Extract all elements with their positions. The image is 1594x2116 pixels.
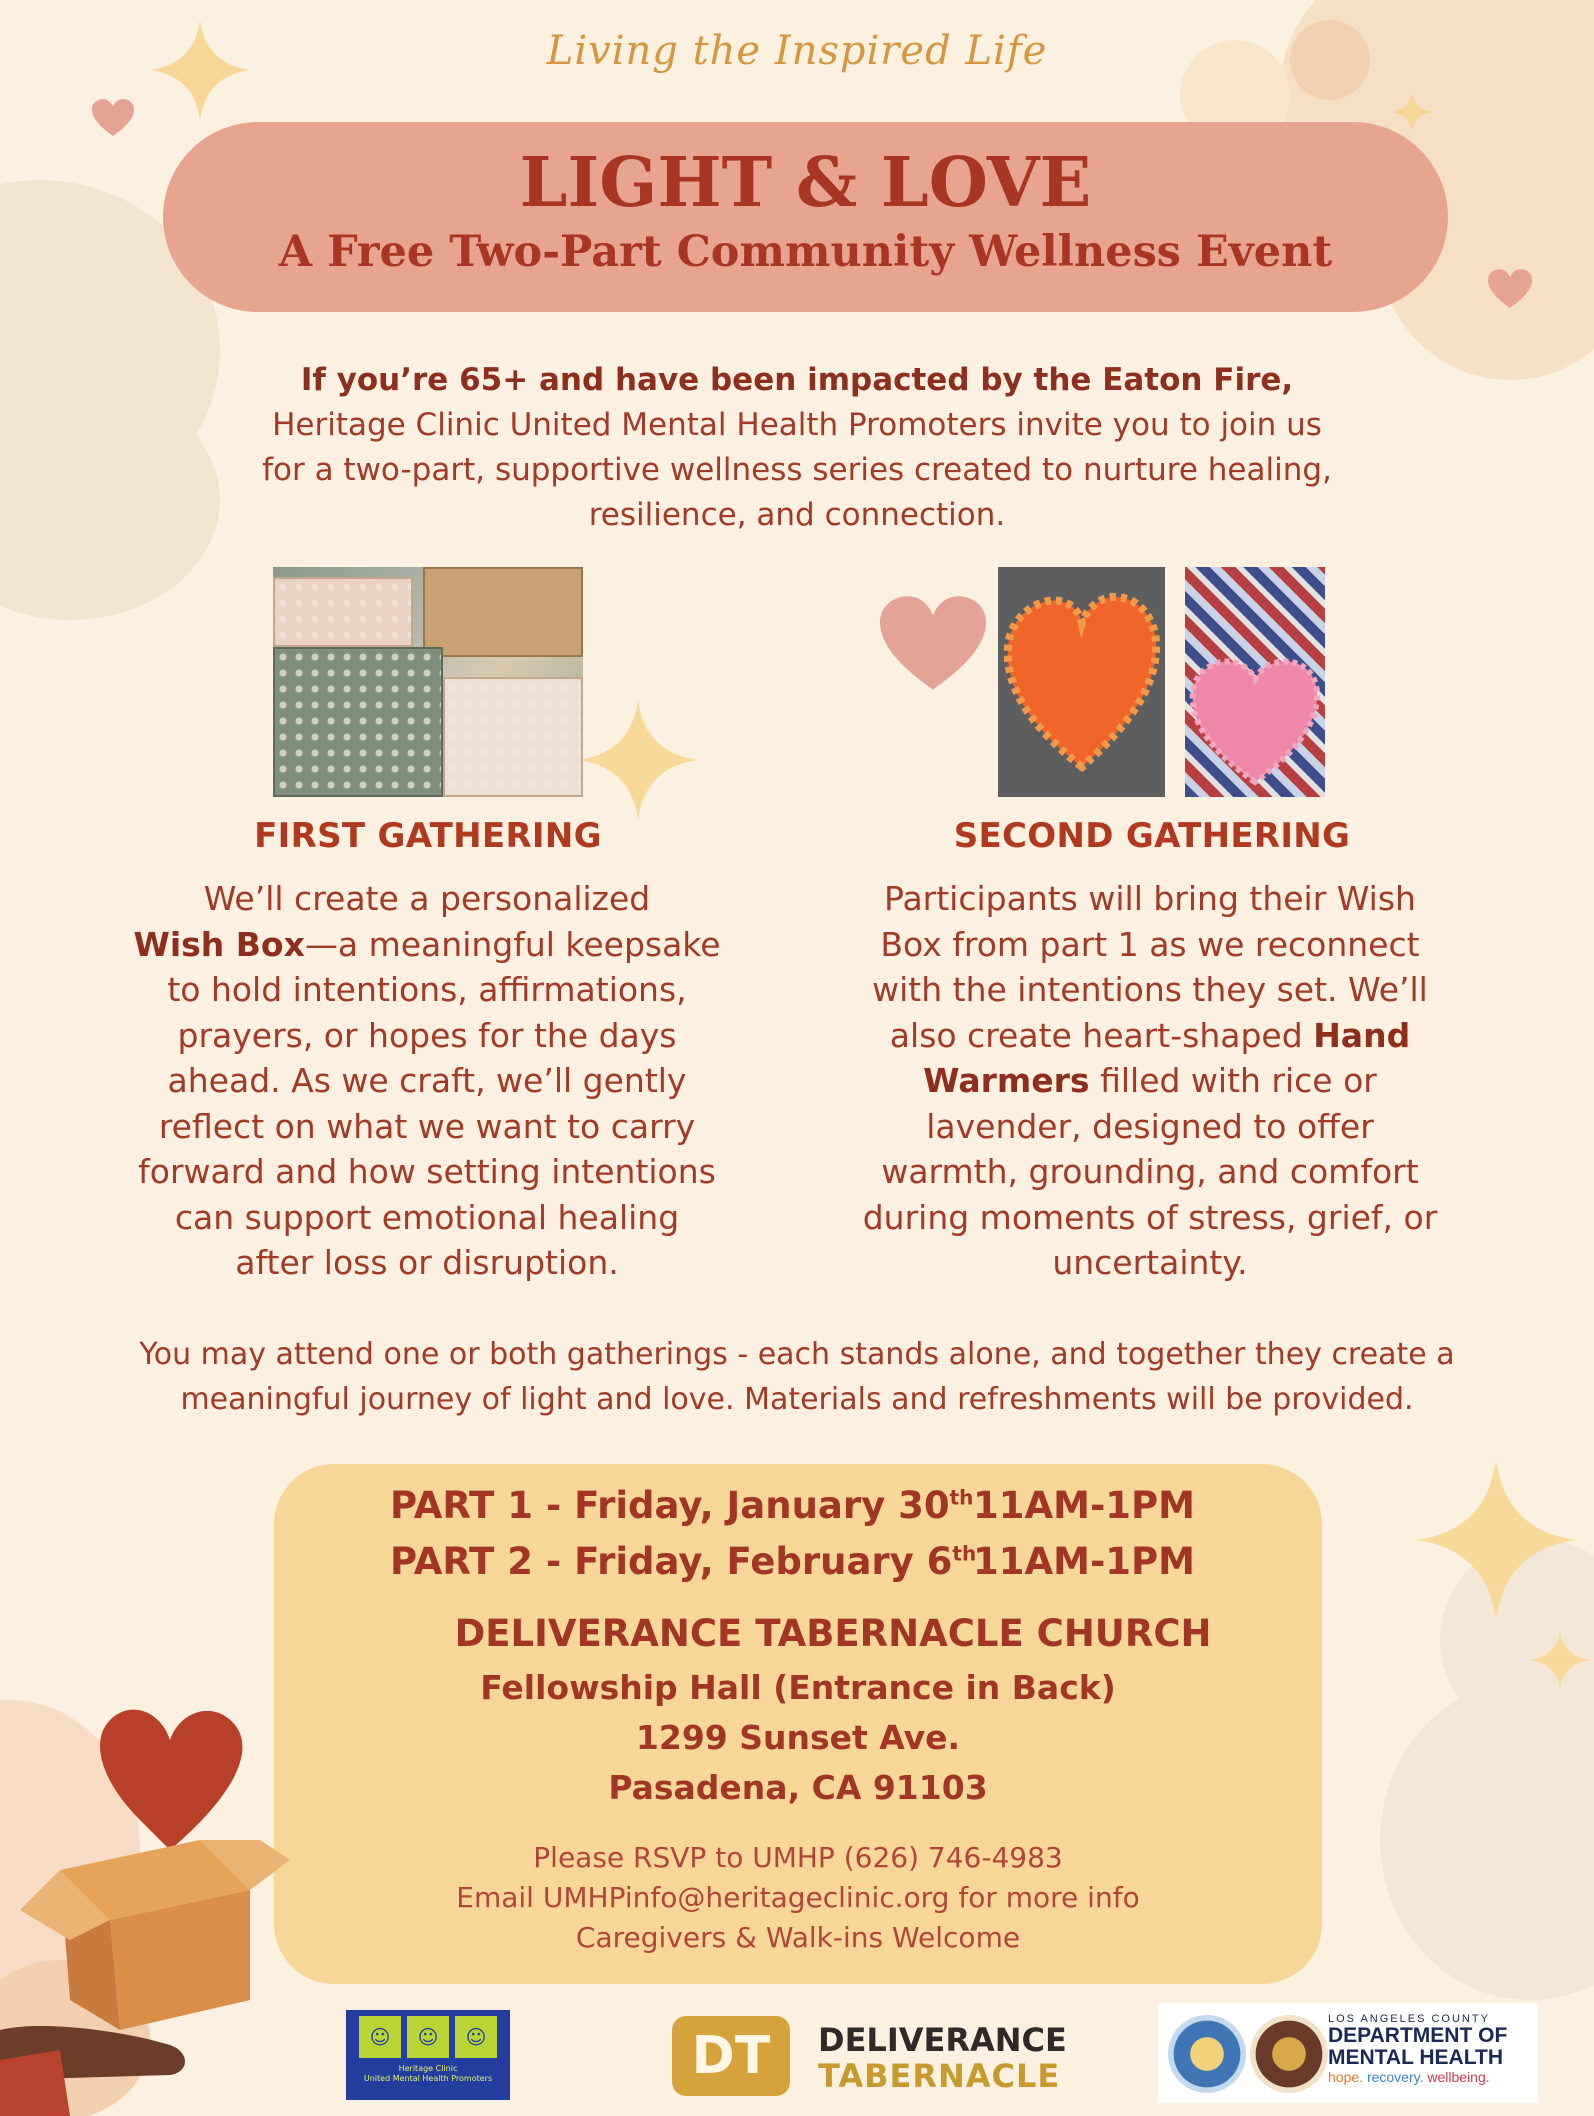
title-banner: [163, 122, 1448, 312]
wish-box-term: Wish Box: [133, 924, 305, 964]
text-line: reflect on what we want to carry: [158, 1106, 696, 1146]
wordmark-line: LOS ANGELES COUNTY: [1328, 2013, 1490, 2025]
first-gathering-description: [102, 876, 752, 1286]
wordmark-line: DELIVERANCE: [818, 2021, 1067, 2059]
sparkle-icon: [1416, 1460, 1576, 1620]
part-1-date: [390, 1484, 973, 1527]
gift-box-illustration: [0, 1700, 300, 2116]
intro-line: Heritage Clinic United Mental Health Promoters invite you to join us: [272, 407, 1322, 443]
tagline-word: hope.: [1328, 2069, 1364, 2085]
dmh-tagline: [1328, 2069, 1507, 2085]
text-span: filled with rice or: [1089, 1061, 1377, 1100]
tagline-word: recovery.: [1366, 2069, 1424, 2085]
text-span: PART 1 - Friday, January 30: [390, 1484, 950, 1527]
part-1-time: 11AM-1PM: [973, 1484, 1195, 1527]
second-gathering-heading: SECOND GATHERING: [953, 816, 1351, 856]
email-line: Email UMHPinfo@heritageclinic.org for more info: [456, 1881, 1140, 1914]
event-subtitle: A Free Two-Part Community Wellness Event: [278, 227, 1333, 277]
tagline: Living the Inspired Life: [546, 28, 1048, 74]
dmh-seal-icon: [1168, 2015, 1246, 2093]
first-gathering-heading: FIRST GATHERING: [254, 816, 602, 856]
sparkle-icon: [1392, 92, 1432, 132]
pink-heart-warmer-photo: [1185, 567, 1325, 797]
hand-warmer-photo: [998, 567, 1165, 797]
text-line: ahead. As we craft, we’ll gently: [167, 1061, 687, 1100]
text-line: to hold intentions, affirmations,: [167, 970, 687, 1009]
intro-line: for a two-part, supportive wellness series created to nurture healing,: [262, 452, 1332, 488]
hand-term: Hand: [1313, 1015, 1411, 1055]
smiley-icon: ☺: [359, 2016, 401, 2058]
dmh-wordmark: [1328, 2013, 1507, 2085]
county-seal-icon: [1250, 2015, 1328, 2093]
wordmark-line: MENTAL HEALTH: [1328, 2046, 1503, 2069]
intro-line: resilience, and connection.: [588, 497, 1006, 533]
la-county-dmh-logo: [1158, 2003, 1538, 2103]
heart-icon: [1488, 268, 1532, 310]
sparkle-icon: [1530, 1630, 1590, 1690]
umhp-name: Heritage Clinic United Mental Health Promoters: [363, 2064, 493, 2083]
wordmark-line: TABERNACLE: [818, 2057, 1061, 2095]
text-line: during moments of stress, grief, or: [862, 1197, 1438, 1237]
ordinal-suffix: th: [952, 1541, 977, 1566]
pink-heart-warmer: [1185, 567, 1325, 797]
warmers-term: Warmers: [923, 1061, 1090, 1100]
smiley-icon: ☺: [407, 2016, 449, 2058]
text-line: We’ll create a personalized: [203, 879, 651, 918]
part-2-date: [390, 1540, 976, 1583]
heart-icon: [92, 98, 134, 138]
wish-box-photo: [273, 567, 583, 797]
intro-paragraph: [130, 358, 1464, 538]
deliverance-tabernacle-logo-mark: DT: [672, 2016, 790, 2096]
ordinal-suffix: th: [949, 1485, 974, 1510]
deliverance-tabernacle-wordmark: [818, 2022, 1067, 2094]
text-line: after loss or disruption.: [235, 1243, 619, 1282]
part-2-time: 11AM-1PM: [973, 1540, 1195, 1583]
heart-icon: [880, 596, 986, 692]
text-line: [102, 922, 752, 968]
text-line: [825, 1058, 1475, 1104]
venue-name: DELIVERANCE TABERNACLE CHURCH: [454, 1612, 1212, 1655]
text-line: Participants will bring their Wish: [884, 879, 1416, 918]
text-line: with the intentions they set. We’ll: [872, 970, 1428, 1009]
text-line: warmth, grounding, and comfort: [881, 1152, 1419, 1191]
orange-heart-warmer: [998, 567, 1165, 797]
tagline-word: wellbeing.: [1427, 2069, 1490, 2085]
second-gathering-description: [825, 876, 1475, 1286]
attendance-note: [80, 1332, 1514, 1422]
text-line: forward and how setting intentions: [138, 1152, 716, 1191]
welcome-line: Caregivers & Walk-ins Welcome: [575, 1921, 1021, 1954]
heart-icon: [100, 1710, 242, 1850]
text-span: —a meaningful keepsake: [304, 924, 721, 964]
text-line: meaningful journey of light and love. Materials and refreshments will be provided.: [180, 1382, 1414, 1417]
text-span: PART 2 - Friday, February 6: [390, 1540, 953, 1583]
text-line: You may attend one or both gatherings - each stands alone, and together they create a: [139, 1337, 1455, 1372]
text-span: also create heart-shaped: [889, 1015, 1314, 1055]
text-line: uncertainty.: [1052, 1243, 1248, 1282]
intro-lead: If you’re 65+ and have been impacted by the Eaton Fire,: [300, 362, 1294, 398]
text-line: prayers, or hopes for the days: [177, 1015, 677, 1055]
sparkle-icon: [578, 700, 698, 820]
text-line: can support emotional healing: [174, 1197, 680, 1237]
umhp-logo: [346, 2010, 510, 2100]
wordmark-line: DEPARTMENT OF: [1328, 2024, 1508, 2047]
venue-city: Pasadena, CA 91103: [608, 1768, 988, 1807]
event-title: LIGHT & LOVE: [519, 143, 1092, 223]
text-line: [825, 1013, 1475, 1059]
venue-hall: Fellowship Hall (Entrance in Back): [480, 1668, 1116, 1707]
text-line: lavender, designed to offer: [926, 1106, 1374, 1146]
rsvp-line: Please RSVP to UMHP (626) 746-4983: [533, 1841, 1063, 1874]
venue-street: 1299 Sunset Ave.: [635, 1718, 961, 1757]
smiley-icon: ☺: [455, 2016, 497, 2058]
text-line: Box from part 1 as we reconnect: [880, 924, 1420, 964]
